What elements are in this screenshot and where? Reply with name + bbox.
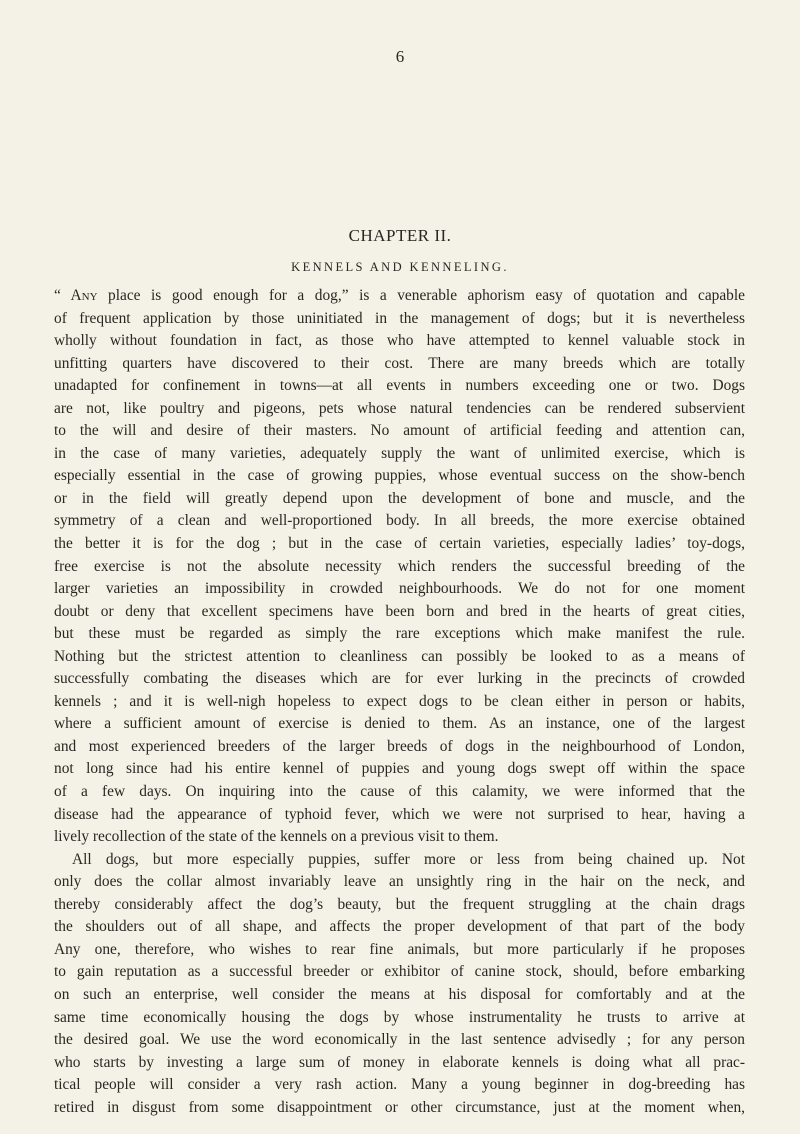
text-line: doubt or deny that excellent specimens have been born and bred in the hearts of great cities, xyxy=(54,602,745,620)
text-line: retired in disgust from some disappointment or other circumstance, just at the moment when, xyxy=(54,1098,745,1116)
text-line: wholly without foundation in fact, as those who have attempted to kennel valuable stock in xyxy=(54,332,745,350)
text-line: lively recollection of the state of the kennels on a previous visit to them. xyxy=(54,828,499,846)
text-line: or in the field will greatly depend upon the development of bone and muscle, and the xyxy=(54,489,745,507)
text-line: and most experienced breeders of the larger breeds of dogs in the neighbourhood of London, xyxy=(54,737,745,755)
text-line: kennels ; and it is well-nigh hopeless to expect dogs to be clean either in person or habits, xyxy=(54,692,745,710)
text-line: unfitting quarters have discovered to their cost. There are many breeds which are totally xyxy=(54,354,745,372)
text-line: to gain reputation as a successful breeder or exhibitor of canine stock, should, before embarking xyxy=(54,963,745,981)
text-line: where a sufficient amount of exercise is denied to them. As an instance, one of the largest xyxy=(54,715,745,733)
text-line: Nothing but the strictest attention to cleanliness can possibly be looked to as a means of xyxy=(54,647,745,665)
text-line xyxy=(54,285,745,308)
text-line: larger varieties an impossibility in crowded neighbourhoods. We do not for one moment xyxy=(54,580,745,598)
chapter-subtitle: KENNELS AND KENNELING. xyxy=(291,260,509,274)
text-line: of a few days. On inquiring into the cause of this calamity, we were informed that the xyxy=(54,783,745,801)
text-line: who starts by investing a large sum of money in elaborate kennels is doing what all prac- xyxy=(54,1053,745,1071)
text-line: only does the collar almost invariably leave an unsightly ring in the hair on the neck, and xyxy=(54,873,745,891)
text-line: symmetry of a clean and well-proportioned body. In all breeds, the more exercise obtained xyxy=(54,512,745,530)
text-line: of frequent application by those uninitiated in the management of dogs; but it is nevertheless xyxy=(54,309,745,327)
text-line: in the case of many varieties, adequately supply the want of unlimited exercise, which is xyxy=(54,444,745,462)
text-line-content: place is good enough for a dog,” is a venerable aphorism easy of quotation and capable xyxy=(97,287,745,304)
text-line: not long since had his entire kennel of puppies and young dogs swept off within the space xyxy=(54,760,745,778)
text-line: are not, like poultry and pigeons, pets whose natural tendencies can be rendered subservient xyxy=(54,399,745,417)
text-line: Any one, therefore, who wishes to rear fine animals, but more particularly if he proposes xyxy=(54,940,745,958)
text-line: especially essential in the case of growing puppies, whose eventual success on the show-bench xyxy=(54,467,745,485)
chapter-title: CHAPTER II. xyxy=(348,226,452,245)
page-number: 6 xyxy=(395,47,405,66)
text-line: the better it is for the dog ; but in the case of certain varieties, especially ladies’ toy-dogs, xyxy=(54,535,745,553)
text-line: same time economically housing the dogs by whose instrumentality he trusts to arrive at xyxy=(54,1008,745,1026)
text-line: to the will and desire of their masters. No amount of artificial feeding and attention can, xyxy=(54,422,745,440)
text-line: tical people will consider a very rash action. Many a young beginner in dog-breeding has xyxy=(54,1076,745,1094)
opening-words: “ Any xyxy=(54,287,98,304)
text-line: the shoulders out of all shape, and affects the proper development of that part of the body xyxy=(54,918,745,936)
text-line: but these must be regarded as simply the rare exceptions which make manifest the rule. xyxy=(54,625,745,643)
text-line: successfully combating the diseases which are for ever lurking in the precincts of crowded xyxy=(54,670,745,688)
text-line: unadapted for confinement in towns—at all events in numbers exceeding one or two. Dogs xyxy=(54,377,745,395)
text-line: All dogs, but more especially puppies, suffer more or less from being chained up. Not xyxy=(72,850,745,868)
text-line: free exercise is not the absolute necessity which renders the successful breeding of the xyxy=(54,557,745,575)
text-line: the desired goal. We use the word economically in the last sentence advisedly ; for any person xyxy=(54,1031,745,1049)
body-text xyxy=(54,285,745,1119)
text-line: on such an enterprise, well consider the means at his disposal for comfortably and at the xyxy=(54,985,745,1003)
text-line: disease had the appearance of typhoid fever, which we were not surprised to hear, having a xyxy=(54,805,745,823)
text-line: thereby considerably affect the dog’s beauty, but the frequent struggling at the chain drags xyxy=(54,895,745,913)
